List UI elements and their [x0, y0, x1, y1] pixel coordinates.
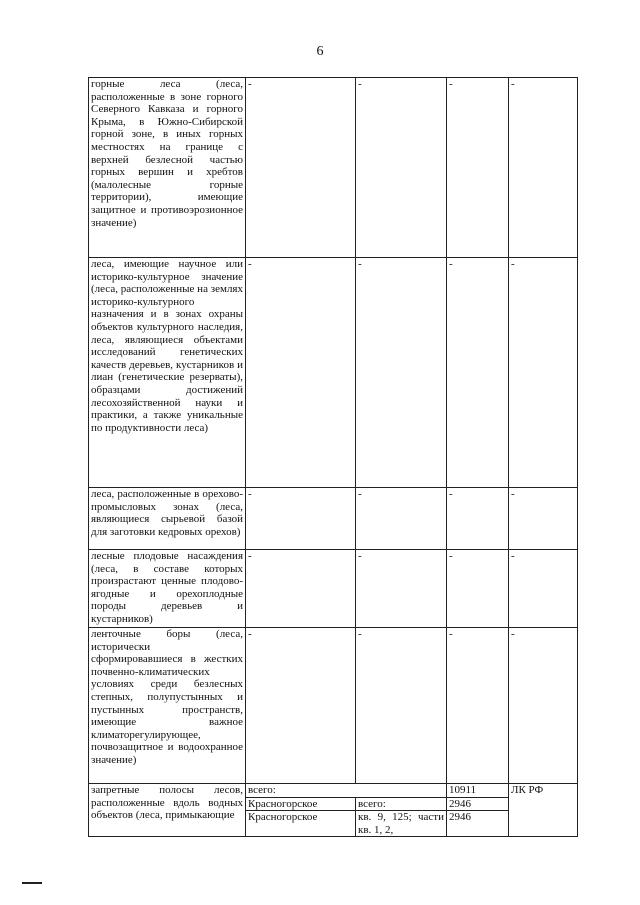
forest-category-cell: леса, имеющие научное или историко-культурное значение (леса, расположенные на землях историко-культурного назначения и в зонах охраны объектов культурного наследия, леса, являющиеся объектами исследований генетических качеств деревьев, кустарников и лиан (генетические резерваты), образцами достижений лесохозяйственной науки и практики, а также уникальные по продуктивности леса): [89, 258, 246, 488]
table-row: [89, 258, 578, 488]
dash-cell: -: [447, 258, 509, 488]
dash-cell: -: [509, 78, 578, 258]
table-row: [89, 78, 578, 258]
forestry-cell: Красногорское: [246, 811, 356, 837]
dash-cell: -: [356, 628, 447, 784]
dash-cell: -: [509, 628, 578, 784]
forest-category-cell: лесные плодовые насаждения (леса, в составе которых произрастают ценные плодово-ягодные и орехоплодные породы деревьев и кустарников): [89, 550, 246, 628]
forest-category-cell: леса, расположенные в орехово-промысловых зонах (леса, являющиеся сырьевой базой для заготовки кедровых орехов): [89, 488, 246, 550]
dash-cell: -: [447, 550, 509, 628]
total-area-cell: 10911: [447, 784, 509, 798]
table-row: [89, 784, 578, 798]
dash-cell: -: [356, 550, 447, 628]
dash-cell: -: [447, 78, 509, 258]
dash-cell: -: [356, 258, 447, 488]
forest-table: [88, 77, 578, 837]
dash-cell: -: [246, 258, 356, 488]
dash-cell: -: [246, 488, 356, 550]
law-reference-cell: ЛК РФ: [509, 784, 578, 837]
forest-category-cell: запретные полосы лесов, расположенные вдоль водных объектов (леса, примыкающие: [89, 784, 246, 837]
dash-cell: -: [356, 78, 447, 258]
quarters-area-cell: 2946: [447, 811, 509, 837]
table-row: [89, 488, 578, 550]
forestry-cell: Красногорское: [246, 797, 356, 811]
quarters-cell: кв. 9, 125; части кв. 1, 2,: [356, 811, 447, 837]
subtotal-area-cell: 2946: [447, 797, 509, 811]
dash-cell: -: [447, 628, 509, 784]
dash-cell: -: [509, 488, 578, 550]
dash-cell: -: [246, 628, 356, 784]
table-row: [89, 550, 578, 628]
dash-cell: -: [246, 550, 356, 628]
dash-cell: -: [447, 488, 509, 550]
page-number: 6: [316, 44, 324, 59]
subtotal-label-cell: всего:: [356, 797, 447, 811]
footer-rule: [22, 882, 42, 884]
dash-cell: -: [509, 550, 578, 628]
forest-category-cell: ленточные боры (леса, исторически сформировавшиеся в жестких почвенно-климатических условиях среди безлесных степных, полупустынных и пустынных пространств, имеющие важное климаторегулирующее, почвозащитное и водоохранное значение): [89, 628, 246, 784]
dash-cell: -: [246, 78, 356, 258]
dash-cell: -: [509, 258, 578, 488]
table-row: [89, 628, 578, 784]
dash-cell: -: [356, 488, 447, 550]
forest-category-cell: горные леса (леса, расположенные в зоне горного Северного Кавказа и горного Крыма, в Южно-Сибирской горной зоне, в иных горных местностях на границе с верхней безлесной частью горных вершин и хребтов (малолесные горные территории), имеющие защитное и противоэрозионное значение): [89, 78, 246, 258]
total-label-cell: всего:: [246, 784, 447, 798]
